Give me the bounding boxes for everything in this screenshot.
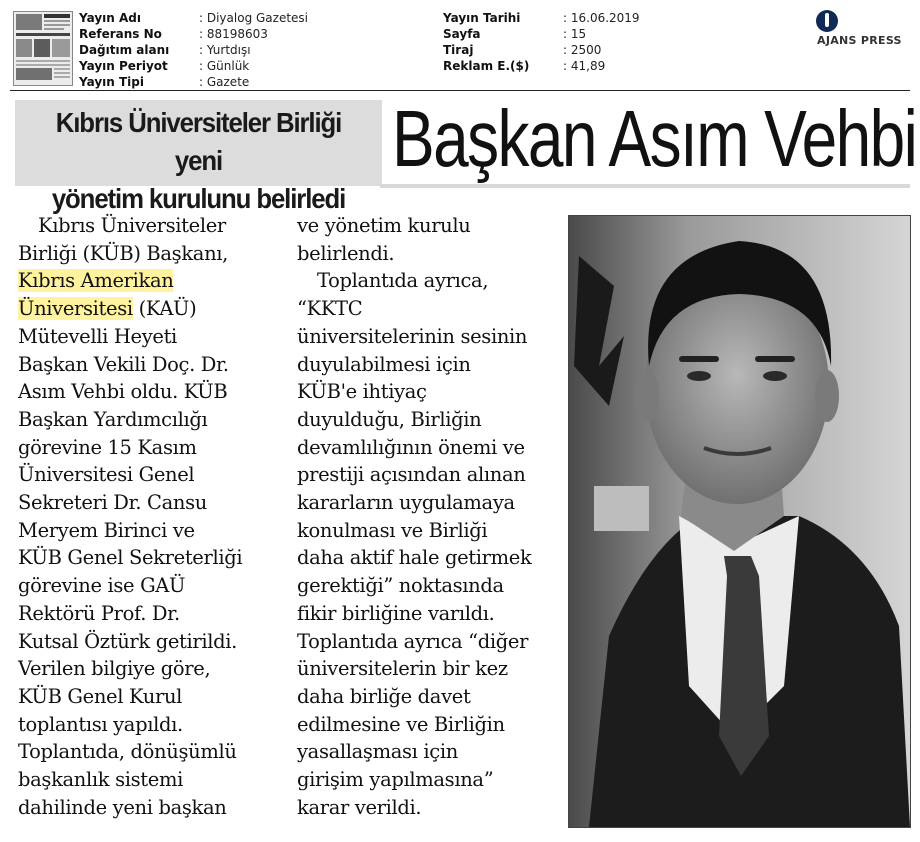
text-line: başkanlık sistemi (18, 768, 184, 792)
text-line: kararların uygulamaya (297, 491, 515, 515)
meta-row (443, 10, 640, 26)
headline-underline (380, 184, 910, 188)
meta-label: Yayın Periyot (79, 59, 168, 73)
meta-label: Reklam E.($) (443, 59, 530, 73)
text-line: dahilinde yeni başkan (18, 795, 227, 819)
meta-label: Dağıtım alanı (79, 43, 170, 57)
kicker-line: yönetim kurulunu belirledi (51, 183, 346, 214)
meta-row (443, 58, 640, 74)
text-line (18, 267, 286, 295)
meta-label: Yayın Tipi (79, 75, 144, 89)
meta-label: Yayın Tarihi (443, 11, 521, 25)
text-line: devamlılığının önemi ve (297, 435, 525, 459)
article-headline: Başkan Asım Vehbi (392, 94, 917, 183)
meta-row (79, 58, 308, 74)
publication-meta-left (79, 10, 308, 90)
portrait-photo (568, 215, 911, 828)
meta-row (79, 74, 308, 90)
text-line: Meryem Birinci ve (18, 518, 195, 542)
text-line: Sekreteri Dr. Cansu (18, 491, 207, 515)
text-line: duyulduğu, Birliğin (297, 407, 482, 431)
meta-label: Tiraj (443, 43, 474, 57)
kicker-line: Kıbrıs Üniversiteler Birliği yeni (55, 107, 342, 176)
publication-meta-right (443, 10, 640, 74)
highlighted-text: Kıbrıs Amerikan (18, 269, 174, 293)
text-line: Toplantıda, dönüşümlü (18, 740, 237, 764)
meta-row (79, 42, 308, 58)
text-line: konulması ve Birliği (297, 518, 488, 542)
text-line: “KKTC (297, 297, 363, 321)
ajans-press-logo (815, 10, 911, 50)
text-line: Kıbrıs Üniversiteler (38, 214, 226, 237)
text-line: üniversitelerinin sesinin (297, 324, 528, 348)
text-line: duyulabilmesi için (297, 352, 471, 376)
text-line: daha aktif hale getirmek (297, 546, 532, 570)
text-line: yasallaşması için (297, 740, 458, 764)
article-column-1 (18, 212, 286, 821)
text-line: ve yönetim kurulu (297, 214, 471, 237)
text-line: Verilen bilgiye göre, (18, 657, 211, 681)
text-line (18, 295, 286, 323)
meta-label: Yayın Adı (79, 11, 141, 25)
text-line: fikir birliğine varıldı. (297, 601, 495, 625)
text-line: gerektiği” noktasında (297, 574, 504, 598)
header-divider (10, 90, 910, 91)
meta-value: : Diyalog Gazetesi (199, 11, 309, 25)
article-column-2 (297, 212, 559, 821)
meta-value: : 2500 (563, 43, 602, 57)
meta-row (79, 10, 308, 26)
text-line: Toplantıda ayrıca, (317, 269, 489, 293)
meta-value: : Yurtdışı (199, 43, 251, 57)
text-line: edilmesine ve Birliğin (297, 712, 505, 736)
text-line: Birliği (KÜB) Başkanı, (18, 241, 229, 265)
text-line: daha birliğe davet (297, 684, 471, 708)
text-line: prestiji açısından alınan (297, 463, 526, 487)
meta-value: : Gazete (199, 75, 250, 89)
text-line: Mütevelli Heyeti (18, 324, 177, 348)
text-line: Rektörü Prof. Dr. (18, 601, 180, 625)
text-line: girişim yapılmasına” (297, 768, 494, 792)
meta-label: Referans No (79, 27, 162, 41)
text-line: karar verildi. (297, 795, 422, 819)
meta-value: : 16.06.2019 (563, 11, 640, 25)
meta-row (443, 42, 640, 58)
text-line: Başkan Yardımcılığı (18, 407, 208, 431)
ajans-press-logo-icon (816, 10, 838, 32)
logo-text: AJANS PRESS (817, 34, 902, 47)
highlighted-text: Üniversitesi (18, 297, 133, 321)
text-line: KÜB Genel Sekreterliği (18, 546, 243, 570)
text-line: Asım Vehbi oldu. KÜB (18, 380, 228, 404)
text-line: üniversitelerin bir kez (297, 657, 508, 681)
meta-value: : 15 (563, 27, 587, 41)
text-line: Toplantıda ayrıca “diğer (297, 629, 529, 653)
text-fragment: (KAÜ) (132, 297, 197, 321)
text-line: Başkan Vekili Doç. Dr. (18, 352, 229, 376)
text-line: görevine 15 Kasım (18, 435, 197, 459)
meta-label: Sayfa (443, 27, 481, 41)
meta-row (79, 26, 308, 42)
text-line: belirlendi. (297, 241, 395, 265)
meta-value: : 41,89 (563, 59, 606, 73)
text-line: KÜB'e ihtiyaç (297, 380, 427, 404)
text-line: Üniversitesi Genel (18, 463, 195, 487)
meta-row (443, 26, 640, 42)
meta-value: : 88198603 (199, 27, 268, 41)
clipping-thumbnail (13, 11, 73, 86)
text-line: KÜB Genel Kurul (18, 684, 183, 708)
article-kicker (30, 104, 368, 218)
text-line: görevine ise GAÜ (18, 574, 186, 598)
meta-value: : Günlük (199, 59, 250, 73)
text-line: Kutsal Öztürk getirildi. (18, 629, 238, 653)
text-line: toplantısı yapıldı. (18, 712, 183, 736)
